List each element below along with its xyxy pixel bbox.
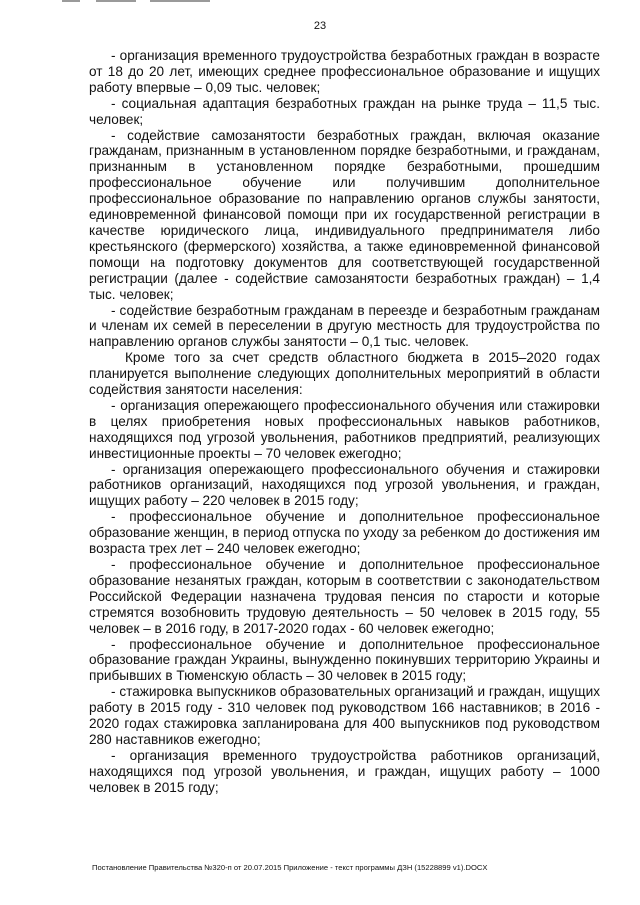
- page-number: 23: [313, 20, 327, 32]
- paragraph: - содействие безработным гражданам в переезде и безработным гражданам и членам их семей в переселении в другую местность для трудоустройства по направлению органов службы занятости – 0,1 тыс. человек.: [89, 302, 600, 350]
- paragraph: - организация временного трудоустройства безработных граждан в возрасте от 18 до 20 лет, имеющих среднее профессиональное образование и ищущих работу впервые – 0,09 тыс. человек;: [89, 48, 600, 95]
- scan-artifact: [62, 0, 80, 2]
- paragraph: - организация опережающего профессионального обучения или стажировки в целях приобретения новых профессиональных навыков работников, находящихся под угрозой увольнения, работников предприятий, реализующих инвестиционные проекты – 70 человек ежегодно;: [89, 397, 600, 461]
- paragraph: - организация опережающего профессионального обучения и стажировки работников организаций, находящихся под угрозой увольнения, и граждан, ищущих работу – 220 человек в 2015 году;: [89, 461, 600, 509]
- paragraph: - профессиональное обучение и дополнительное профессиональное образование незанятых граждан, которым в соответствии с законодательством Российской Федерации назначена трудовая пенсия по старости и которые стремятся возобновить трудовую деятельность – 50 человек в 2015 году, 55 человек – в 2016 году, в 2017-2020 годах - 60 человек ежегодно;: [89, 557, 600, 636]
- document-footer: Постановление Правительства №320-п от 20.07.2015 Приложение - текст программы ДЗН (15228899 v1).DOCX: [92, 863, 488, 872]
- paragraph: - социальная адаптация безработных граждан на рынке труда – 11,5 тыс. человек;: [89, 95, 600, 127]
- paragraph: - стажировка выпускников образовательных организаций и граждан, ищущих работу в 2015 году - 310 человек под руководством 166 наставников; в 2016 - 2020 годах стажировка запланирована для 400 выпускников под руководством 280 наставников ежегодно;: [89, 684, 600, 747]
- paragraph: Кроме того за счет средств областного бюджета в 2015–2020 годах планируется выполнение следующих дополнительных мероприятий в области содействия занятости населения:: [89, 350, 600, 398]
- paragraph: - содействие самозанятости безработных граждан, включая оказание гражданам, признанным в установленном порядке безработными, и гражданам, признанным в установленном порядке безработными, прошедшим профессиональное обучение или получившим дополнительное профессиональное образование по направлению органов службы занятости, единовременной финансовой помощи при их государственной регистрации в качестве юридического лица, индивидуального предпринимателя либо крестьянского (фермерского) хозяйства, а также единовременной финансовой помощи на подготовку документов для соответствующей государственной регистрации (далее - содействие самозанятости безработных граждан) – 1,4 тыс. человек;: [89, 127, 600, 302]
- scan-artifact: [96, 0, 136, 2]
- paragraph: - профессиональное обучение и дополнительное профессиональное образование женщин, в период отпуска по уходу за ребенком до достижения им возраста трех лет – 240 человек ежегодно;: [89, 509, 600, 557]
- body-text: [89, 48, 600, 796]
- paragraph: - организация временного трудоустройства работников организаций, находящихся под угрозой увольнения, и граждан, ищущих работу – 1000 человек в 2015 году;: [89, 747, 600, 795]
- paragraph: - профессиональное обучение и дополнительное профессиональное образование граждан Украины, вынужденно покинувших территорию Украины и прибывших в Тюменскую область – 30 человек в 2015 году;: [89, 636, 600, 684]
- scan-artifact: [150, 0, 210, 2]
